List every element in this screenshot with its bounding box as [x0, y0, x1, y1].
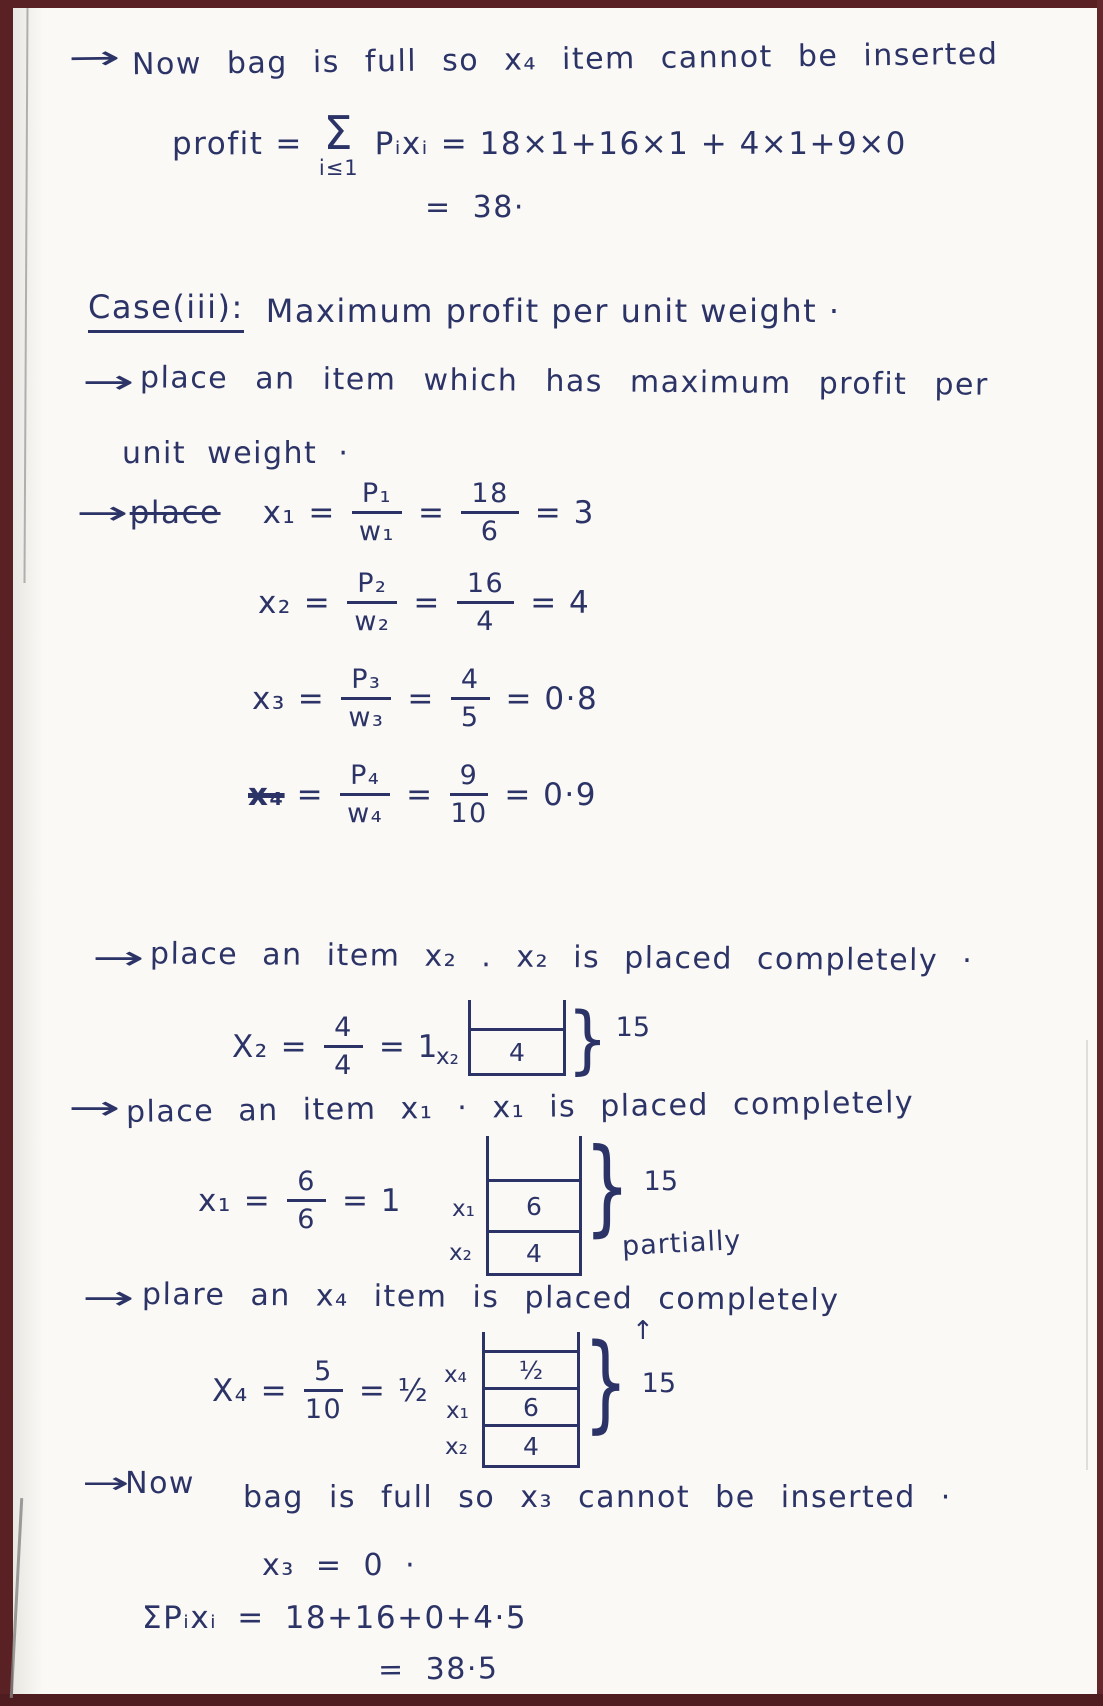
ratio-lhs: x₃ [252, 680, 286, 717]
ratio-result: = 0·8 [505, 680, 599, 717]
fraction-p4-w4 [340, 760, 390, 829]
caret-mark: ↑ [632, 1316, 654, 1346]
step-place-x2: place an item x₂ . x₂ is placed completely · [149, 936, 974, 979]
equals-sign: = [303, 584, 332, 621]
fraction-denominator: 6 [480, 516, 500, 548]
bag-empty-space [485, 1332, 577, 1350]
case-heading-row [88, 288, 841, 333]
sigma-notation [318, 106, 359, 180]
paper-left-shade [13, 8, 43, 1694]
equals-sign: = [275, 126, 303, 162]
capacity-brace: } [583, 1321, 628, 1444]
bag-compartment-x1: 6 [489, 1179, 579, 1230]
bag-empty-space [489, 1136, 579, 1179]
final-sum-row [142, 1600, 527, 1636]
capacity-value: 15 [641, 1368, 676, 1399]
eq-x4 [212, 1356, 429, 1425]
knapsack-diagram-1 [436, 998, 650, 1084]
profit-lhs: profit [172, 126, 264, 162]
step-place-x4: plare an x₄ item is placed completely [141, 1276, 840, 1319]
sum-rhs: 18+16+0+4·5 [284, 1600, 528, 1636]
fraction-5-10 [304, 1356, 343, 1425]
eq-result: = 1 [341, 1182, 403, 1219]
fraction-6-6 [287, 1166, 326, 1235]
eq-result: = ½ [358, 1372, 430, 1409]
equals-sign: = [243, 1182, 272, 1219]
bag-walls [486, 1136, 582, 1276]
frame-left [0, 0, 13, 1706]
equals-sign: = [297, 680, 326, 717]
compartment-label: x₁ [446, 1398, 469, 1424]
capacity-brace: } [584, 1125, 630, 1248]
ratio-result: = 4 [530, 584, 591, 621]
bag-compartment-x2: 4 [485, 1424, 577, 1468]
bag-empty-space [471, 1000, 563, 1028]
capacity-brace: } [567, 998, 608, 1084]
knapsack-diagram-3 [444, 1321, 676, 1468]
formula-profit [172, 106, 907, 180]
fraction-numerator: 5 [304, 1356, 343, 1392]
compartment-label: x₂ [445, 1434, 468, 1460]
arrow-icon [67, 37, 121, 78]
ratio-lhs-scribbled: x₄ [248, 776, 285, 813]
arrow-icon [82, 362, 135, 401]
sum-lhs: ΣPᵢxᵢ [142, 1600, 218, 1636]
equals-sign: = [407, 680, 435, 717]
arrow-glyph: → [82, 362, 135, 401]
fraction-numerator: 18 [461, 478, 518, 514]
capacity-value: 15 [615, 1012, 650, 1043]
ratio-lhs: x₂ [258, 584, 292, 621]
equals-sign: = [296, 776, 325, 813]
final-result: = 38·5 [377, 1651, 499, 1688]
eq-lhs: X₄ [212, 1372, 249, 1409]
fraction-denominator: w₃ [348, 702, 385, 734]
equals-sign: = [260, 1372, 289, 1409]
fraction-numerator: P₄ [340, 760, 390, 796]
compartment-label: x₂ [436, 1044, 459, 1070]
fraction-numerator: 16 [457, 568, 514, 604]
fraction-p3-w3 [341, 664, 391, 733]
equals-sign: = [417, 494, 446, 531]
compartment-label: x₁ [452, 1196, 475, 1222]
eq-x2 [232, 1012, 439, 1081]
case-description-2: unit weight · [122, 436, 350, 471]
arrow-glyph: → [76, 493, 129, 533]
arrow-glyph: → [92, 938, 145, 977]
fraction-numerator: P₁ [352, 478, 402, 514]
eq-lhs: x₁ [198, 1182, 232, 1219]
page-edge-line [1086, 1040, 1088, 1470]
equals-sign: = [413, 584, 441, 621]
ratio-row-x1 [76, 478, 595, 547]
ratio-row-x2 [258, 568, 590, 637]
fraction-numerator: P₃ [341, 664, 391, 700]
bag-compartment-x2: 4 [489, 1230, 579, 1276]
compartment-label: x₄ [444, 1362, 467, 1388]
conclusion-row [82, 1466, 952, 1515]
struck-word-place: place [129, 494, 221, 531]
eq-result: = 1 [378, 1028, 439, 1065]
arrow-icon [76, 493, 129, 533]
frame-top [0, 0, 1103, 8]
fraction-18-6 [461, 478, 518, 547]
case-label: Case(iii): [88, 288, 244, 333]
bag-compartment-x1: 6 [485, 1387, 577, 1424]
fraction-denominator: 6 [297, 1204, 316, 1236]
note-bag-full-x4: Now bag is full so x₄ item cannot be inserted [131, 36, 999, 83]
ratio-lhs: x₁ [262, 494, 297, 531]
fraction-16-4 [457, 568, 514, 637]
fraction-4-4 [324, 1012, 363, 1081]
bag-compartment-x2: 4 [471, 1028, 563, 1076]
correction-partially: partially [621, 1224, 743, 1263]
fraction-denominator: 10 [450, 798, 488, 830]
fraction-denominator: 5 [460, 702, 480, 734]
fraction-numerator: 4 [451, 664, 490, 700]
arrow-glyph: → [68, 1088, 121, 1127]
fraction-denominator: w₁ [358, 516, 395, 548]
bag-walls [468, 1000, 566, 1076]
step-place-x1: place an item x₁ · x₁ is placed completely [125, 1085, 915, 1130]
arrow-icon [82, 1278, 135, 1317]
capacity-value: 15 [643, 1166, 678, 1197]
fraction-4-5 [451, 664, 490, 733]
fraction-denominator: 10 [304, 1394, 343, 1426]
fraction-numerator: 9 [450, 760, 489, 796]
sigma-subscript: i≤1 [318, 155, 359, 180]
ratio-result: = 3 [534, 494, 595, 531]
conclusion-bag-full: bag is full so x₃ cannot be inserted · [242, 1480, 952, 1515]
knapsack-diagram-2 [449, 1125, 678, 1276]
frame-right [1097, 0, 1103, 1706]
equals-sign: = [308, 494, 336, 531]
fraction-denominator: w₄ [347, 798, 384, 830]
arrow-glyph: → [82, 1278, 135, 1317]
frame-bottom [0, 1694, 1103, 1706]
fraction-denominator: w₂ [354, 606, 391, 638]
equals-sign: = [280, 1028, 309, 1065]
arrow-icon [68, 1088, 121, 1127]
fraction-numerator: 6 [287, 1166, 326, 1202]
fraction-denominator: 4 [476, 606, 495, 638]
fraction-p1-w1 [352, 478, 402, 547]
ratio-row-x4 [248, 760, 597, 829]
equals-sign: = [406, 776, 434, 813]
eq-x1 [198, 1166, 402, 1235]
equals-sign: = [237, 1600, 265, 1636]
bag-walls [482, 1332, 580, 1468]
profit-result: = 38· [425, 190, 525, 225]
case-description: place an item which has maximum profit per [139, 360, 989, 403]
arrow-glyph: → [82, 1466, 130, 1501]
fraction-denominator: 4 [334, 1050, 353, 1082]
conclusion-now: Now [125, 1466, 195, 1501]
eq-lhs: X₂ [232, 1028, 269, 1065]
case-title: Maximum profit per unit weight · [265, 291, 841, 330]
sigma-symbol: Σ [323, 106, 355, 160]
compartment-label: x₂ [449, 1240, 472, 1266]
fraction-numerator: P₂ [347, 568, 397, 604]
ratio-result: = 0·9 [504, 776, 597, 813]
arrow-icon [82, 1466, 130, 1501]
x3-zero: x₃ = 0 · [262, 1548, 417, 1583]
fraction-9-10 [450, 760, 489, 829]
ratio-row-x3 [252, 664, 598, 733]
fraction-p2-w2 [347, 568, 397, 637]
fraction-numerator: 4 [324, 1012, 363, 1048]
arrow-icon [92, 938, 145, 977]
profit-expansion: = 18×1+16×1 + 4×1+9×0 [440, 126, 907, 162]
bag-compartment-x4: ½ [485, 1350, 577, 1387]
profit-terms: Pᵢxᵢ [374, 126, 429, 162]
arrow-glyph: → [67, 37, 121, 78]
